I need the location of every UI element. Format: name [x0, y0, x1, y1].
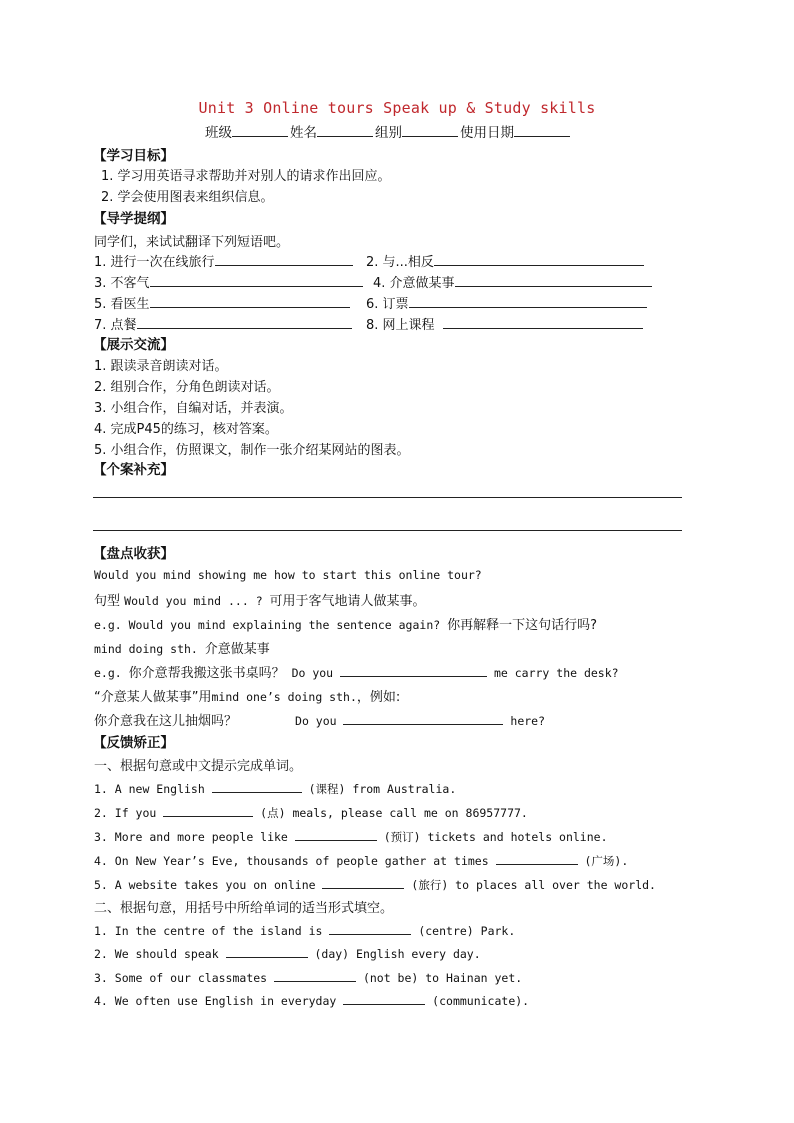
exercise-item [94, 804, 528, 821]
text: (课程) from Australia. [301, 782, 457, 796]
phrase-text: 4. 介意做某事 [373, 276, 455, 291]
answer-blank[interactable] [226, 945, 308, 958]
text: 5. A website takes you on online [94, 878, 323, 892]
name-label: 姓名 [290, 125, 317, 141]
text: here? [503, 714, 546, 728]
phrase-item [366, 251, 644, 270]
show-item: 2. 组别合作，分角色朗读对话。 [94, 380, 280, 395]
page-title: Unit 3 Online tours Speak up & Study skills [198, 99, 596, 117]
text: (点) meals, please call me on 86957777. [253, 806, 528, 820]
exercise-item [94, 922, 515, 938]
guide-intro: 同学们，来试试翻译下列短语吧。 [94, 235, 290, 250]
answer-blank[interactable] [215, 253, 353, 266]
group-blank[interactable] [402, 124, 458, 137]
harvest-pattern [94, 590, 426, 609]
class-label: 班级 [205, 125, 232, 141]
harvest-example-3 [94, 710, 545, 729]
phrase-item [373, 272, 652, 291]
text: 你介意我在这儿抽烟吗？ [94, 714, 238, 729]
phrase-text: 1. 进行一次在线旅行 [94, 255, 215, 270]
exercise-item [94, 828, 608, 845]
exercise-item [94, 945, 481, 961]
answer-blank[interactable] [137, 316, 352, 329]
student-info-line [205, 121, 572, 141]
phrase-item [94, 293, 350, 312]
harvest-example-2 [94, 662, 619, 681]
show-item: 4. 完成P45的练习，核对答案。 [94, 422, 278, 437]
text: (预订) tickets and hotels online. [376, 830, 608, 844]
harvest-usage [94, 686, 400, 705]
text: (not be) to Hainan yet. [356, 971, 523, 985]
answer-blank[interactable] [496, 852, 578, 865]
answer-blank[interactable] [329, 922, 411, 935]
harvest-phrase [94, 638, 270, 657]
text: Do you [295, 714, 344, 728]
phrase-text: 7. 点餐 [94, 318, 137, 333]
show-item: 5. 小组合作，仿照课文，制作一张介绍某网站的图表。 [94, 443, 410, 458]
answer-blank[interactable] [343, 712, 503, 725]
show-item: 3. 小组合作，自编对话，并表演。 [94, 401, 293, 416]
section-heading-show: 【展示交流】 [93, 337, 174, 353]
text: 3. More and more people like [94, 830, 295, 844]
text: “介意某人做某事”用 [94, 690, 212, 705]
phrase-text: 5. 看医生 [94, 297, 150, 312]
text: 2. If you [94, 806, 164, 820]
writing-line[interactable] [93, 497, 682, 498]
phrase-item [94, 272, 363, 291]
answer-blank[interactable] [455, 274, 652, 287]
text: (旅行) to places all over the world. [404, 878, 656, 892]
name-blank[interactable] [317, 124, 373, 137]
show-item: 1. 跟读录音朗读对话。 [94, 359, 228, 374]
phrase-text: 6. 订票 [366, 297, 409, 312]
goal-item: 1. 学习用英语寻求帮助并对别人的请求作出回应。 [101, 169, 391, 184]
text: 你再解释一下这句话行吗? [447, 618, 598, 633]
text: Would you mind ... ? [124, 594, 270, 608]
phrase-text: 8. 网上课程 [366, 318, 435, 333]
section-heading-goals: 【学习目标】 [93, 148, 174, 164]
group-label: 组别 [375, 125, 402, 141]
text: 1. In the centre of the island is [94, 924, 330, 938]
text: e.g. Would you mind explaining the sentence again? [94, 618, 448, 632]
text: mind doing sth. [94, 642, 205, 656]
text: (centre) Park. [411, 924, 516, 938]
phrase-item [366, 293, 647, 312]
phrase-item [94, 314, 352, 333]
text: ，例如: [356, 690, 401, 705]
section-heading-extra: 【个案补充】 [93, 462, 174, 478]
text: 4. On New Year’s Eve, thousands of people gather at times [94, 854, 496, 868]
text: 2. We should speak [94, 947, 226, 961]
answer-blank[interactable] [274, 969, 356, 982]
text: (day) English every day. [307, 947, 481, 961]
exercise-item [94, 876, 656, 893]
section-heading-guide: 【导学提纲】 [93, 211, 174, 227]
harvest-sentence: Would you mind showing me how to start this online tour? [94, 568, 482, 582]
phrase-text: 2. 与...相反 [366, 255, 434, 270]
goal-item: 2. 学会使用图表来组织信息。 [101, 190, 274, 205]
exercise-item [94, 780, 456, 797]
date-blank[interactable] [514, 124, 570, 137]
text: 你介意帮我搬这张书桌吗？ [128, 666, 285, 681]
text: 1. A new English [94, 782, 212, 796]
answer-blank[interactable] [434, 253, 644, 266]
harvest-example [94, 614, 597, 633]
answer-blank[interactable] [150, 295, 350, 308]
text: Do you [284, 666, 341, 680]
text: 句型 [94, 594, 125, 609]
exercise-item [94, 992, 529, 1008]
phrase-item [94, 251, 353, 270]
phrase-text: 3. 不客气 [94, 276, 150, 291]
answer-blank[interactable] [295, 828, 377, 841]
exercise-item [94, 852, 628, 869]
answer-blank[interactable] [163, 804, 253, 817]
writing-line[interactable] [93, 530, 682, 531]
section-heading-harvest: 【盘点收获】 [93, 546, 174, 562]
text: (communicate). [425, 994, 530, 1008]
text: (广场). [577, 854, 629, 868]
class-blank[interactable] [232, 124, 288, 137]
answer-blank[interactable] [343, 992, 425, 1005]
text: 介意做某事 [204, 642, 270, 657]
section-heading-feedback: 【反馈矫正】 [93, 735, 174, 751]
phrase-item [366, 314, 643, 333]
answer-blank[interactable] [322, 876, 404, 889]
part1-title: 一、根据句意或中文提示完成单词。 [94, 759, 303, 774]
answer-blank[interactable] [443, 316, 643, 329]
text: mind one’s doing sth. [211, 690, 357, 704]
text: 可用于客气地请人做某事。 [269, 594, 426, 609]
date-label: 使用日期 [460, 125, 514, 141]
text: e.g. [94, 666, 129, 680]
part2-title: 二、根据句意，用括号中所给单词的适当形式填空。 [94, 901, 394, 916]
text: 4. We often use English in everyday [94, 994, 344, 1008]
answer-blank[interactable] [340, 664, 487, 677]
text: me carry the desk? [487, 666, 619, 680]
answer-blank[interactable] [212, 780, 302, 793]
answer-blank[interactable] [150, 274, 363, 287]
exercise-item [94, 969, 522, 985]
text: 3. Some of our classmates [94, 971, 275, 985]
answer-blank[interactable] [409, 295, 647, 308]
